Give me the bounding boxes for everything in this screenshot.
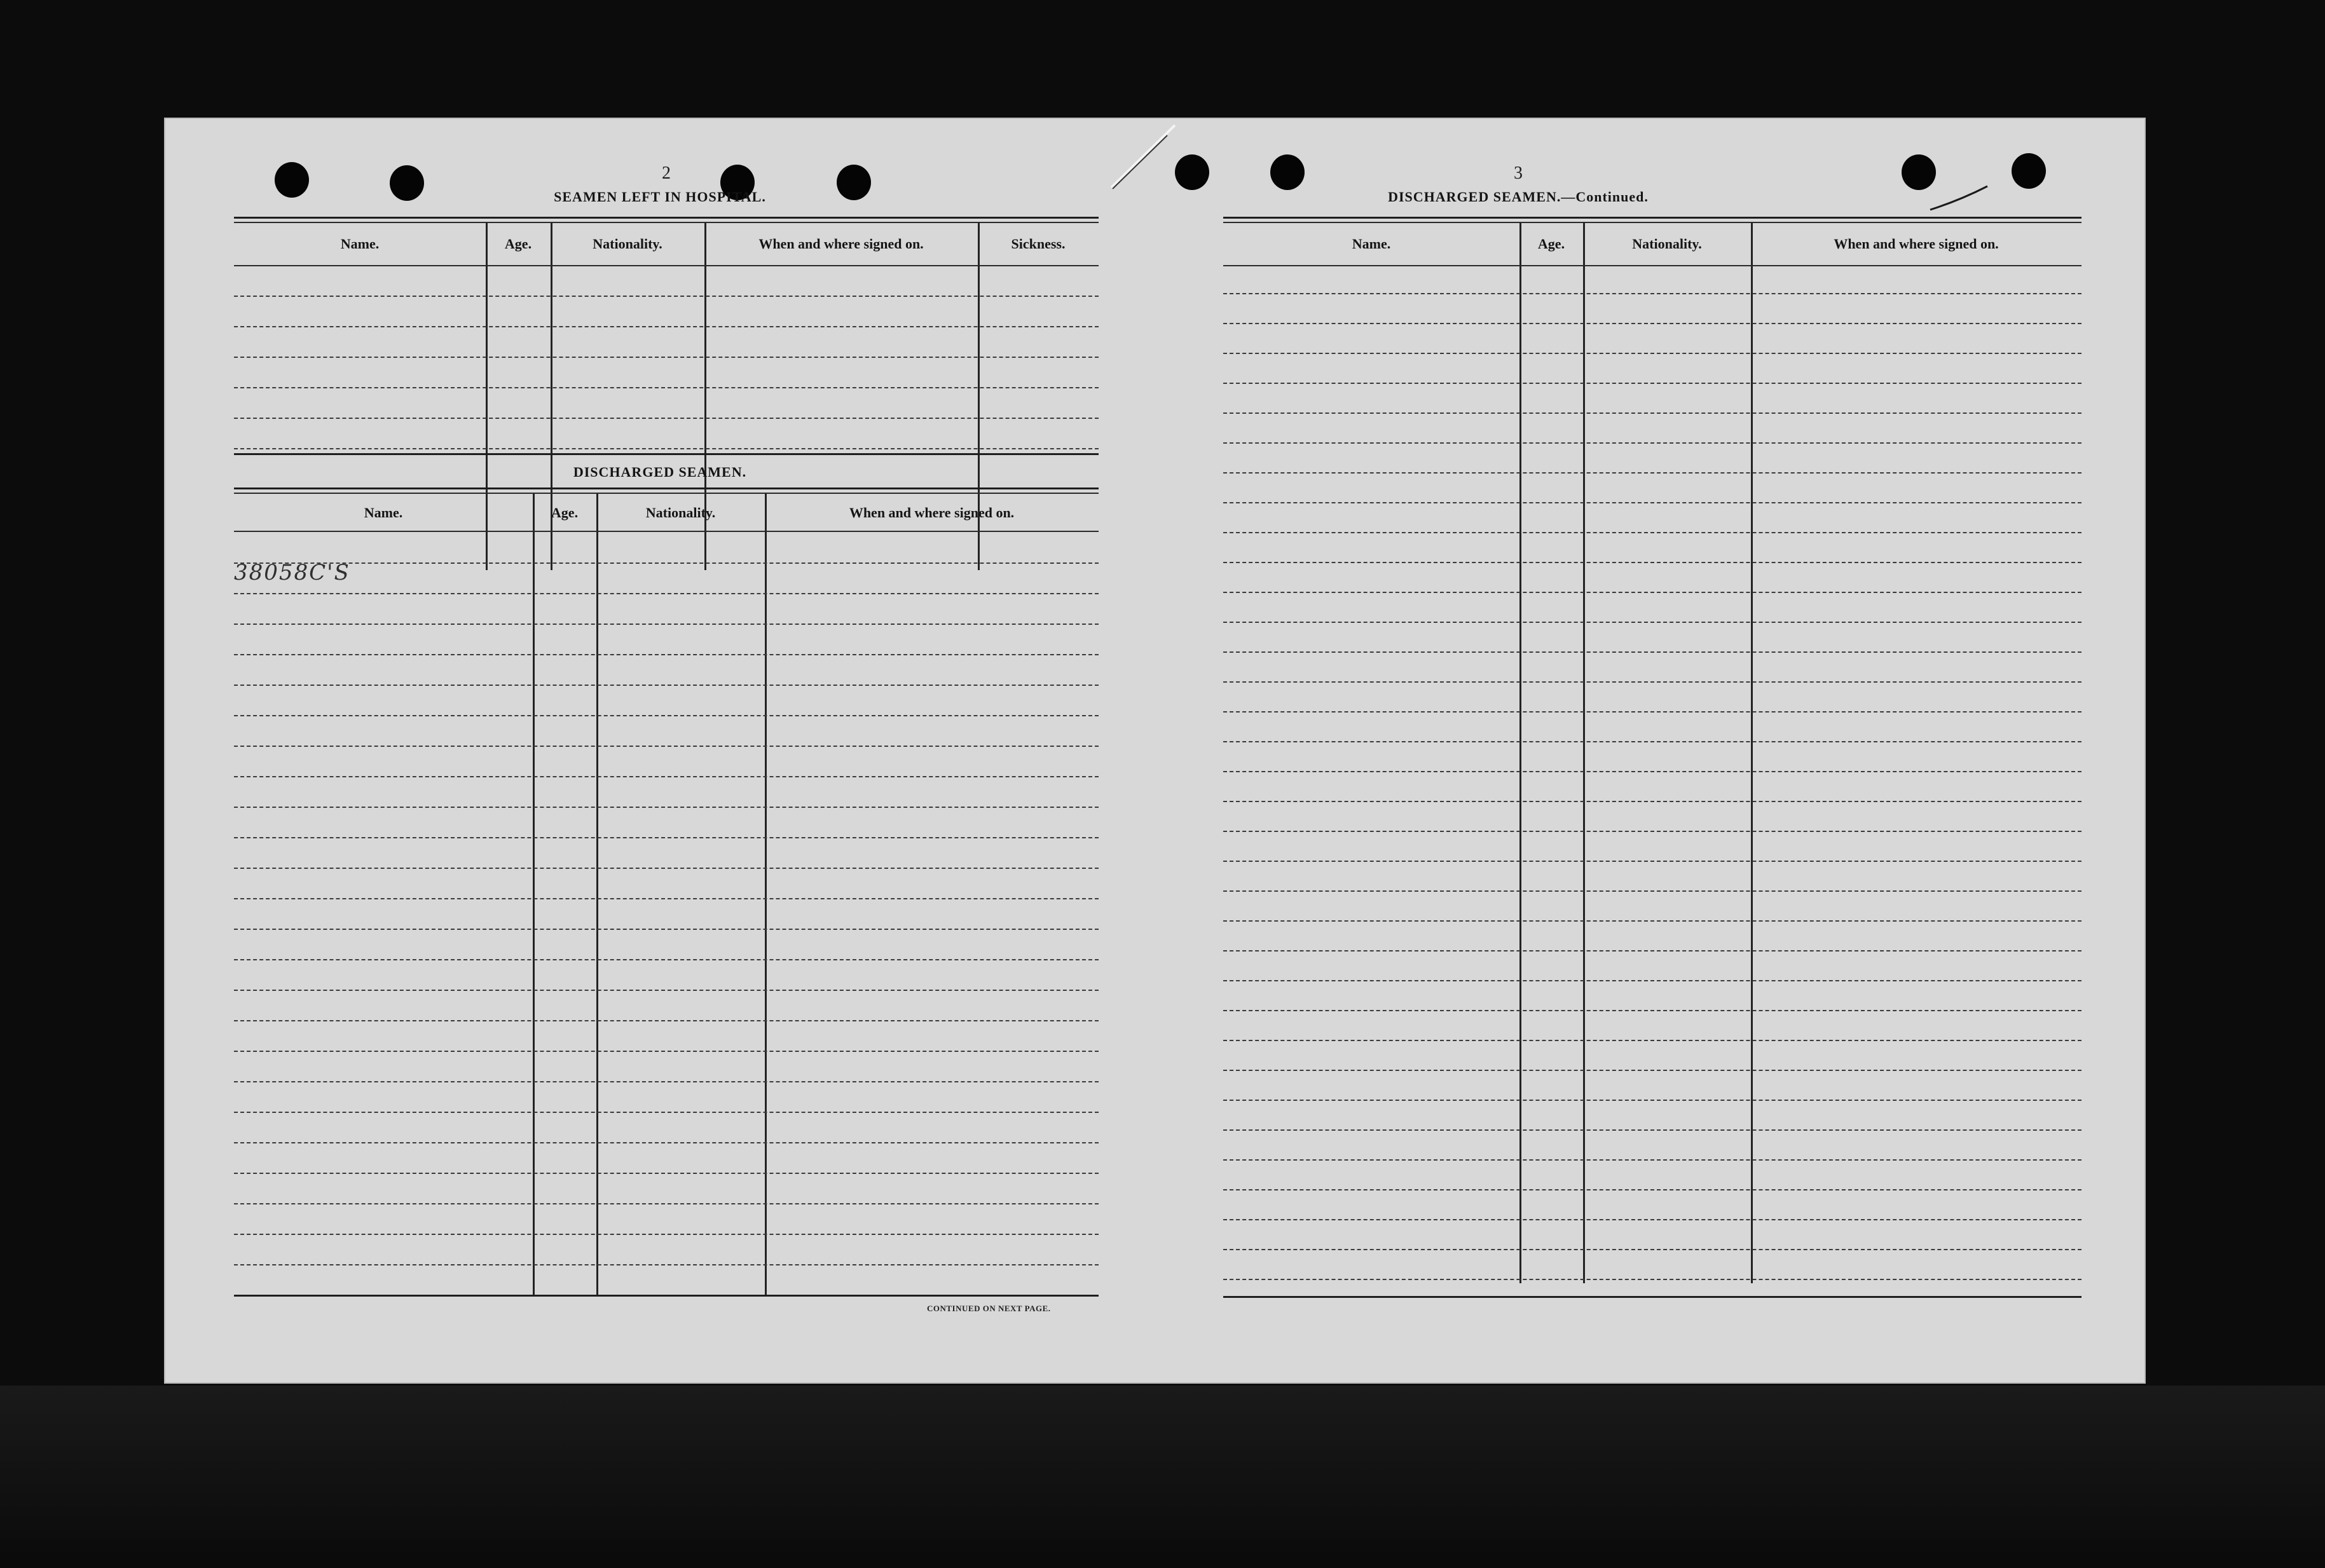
- ruled-row: [234, 624, 1099, 625]
- ruled-row: [1223, 442, 2082, 444]
- ruled-row: [234, 654, 1099, 655]
- ruled-row: [234, 357, 1099, 358]
- ruled-row: [1223, 1189, 2082, 1190]
- ruled-row: [234, 448, 1099, 449]
- ruled-row: [1223, 472, 2082, 474]
- rule: [234, 487, 1099, 489]
- handwritten-note: 38058C'S: [234, 560, 350, 585]
- column-rule: [533, 494, 535, 1296]
- ruled-row: [1223, 1010, 2082, 1011]
- ruled-row: [234, 898, 1099, 899]
- ruled-row: [1223, 592, 2082, 593]
- ruled-row: [1223, 1100, 2082, 1101]
- left-page: [164, 118, 1143, 1384]
- ruled-row: [1223, 651, 2082, 653]
- ruled-row: [1223, 383, 2082, 384]
- header-rule: [234, 531, 1099, 532]
- ruled-row: [234, 715, 1099, 716]
- ruled-row: [1223, 801, 2082, 802]
- page-number: 3: [1514, 163, 1523, 183]
- right-page: [1143, 118, 2146, 1384]
- ruled-row: [1223, 861, 2082, 862]
- ruled-row: [1223, 1219, 2082, 1220]
- column-header-age: Age.: [1537, 236, 1565, 252]
- pen-stroke: [1105, 118, 1194, 194]
- ruled-row: [234, 746, 1099, 747]
- punch-hole: [1270, 154, 1305, 190]
- ruled-row: [234, 1081, 1099, 1082]
- ruled-row: [1223, 502, 2082, 503]
- punch-hole: [390, 165, 424, 201]
- ruled-row: [1223, 741, 2082, 742]
- ruled-row: [1223, 890, 2082, 892]
- discharged-table: [234, 494, 1099, 1296]
- column-header-name: Name.: [364, 505, 403, 521]
- rule: [1223, 1296, 2082, 1298]
- ruled-row: [234, 807, 1099, 808]
- ruled-row: [1223, 532, 2082, 533]
- continued-note: CONTINUED ON NEXT PAGE.: [927, 1304, 1051, 1313]
- ruled-row: [234, 593, 1099, 594]
- hospital-section-title: SEAMEN LEFT IN HOSPITAL.: [554, 189, 766, 205]
- ledger-sheet: [164, 118, 2146, 1384]
- ruled-row: [234, 1051, 1099, 1052]
- ruled-row: [234, 685, 1099, 686]
- column-rule: [765, 494, 767, 1296]
- page-number: 2: [662, 163, 671, 183]
- rule: [234, 1295, 1099, 1297]
- ruled-row: [234, 562, 1099, 564]
- ruled-row: [1223, 980, 2082, 981]
- ruled-row: [1223, 681, 2082, 683]
- ruled-row: [234, 296, 1099, 297]
- ruled-row: [234, 837, 1099, 838]
- discharged-continued-table: [1223, 223, 2082, 1283]
- header-rule: [1223, 265, 2082, 266]
- ruled-row: [234, 990, 1099, 991]
- ruled-row: [1223, 771, 2082, 772]
- ruled-row: [1223, 1129, 2082, 1131]
- column-header-name: Name.: [340, 236, 380, 252]
- column-header-signed-on: When and where signed on.: [1834, 236, 1999, 252]
- ruled-row: [1223, 711, 2082, 712]
- ruled-row: [234, 1142, 1099, 1143]
- ruled-row: [234, 1112, 1099, 1113]
- ruled-row: [1223, 950, 2082, 951]
- ruled-row: [1223, 1249, 2082, 1250]
- ruled-row: [234, 1264, 1099, 1265]
- ruled-row: [234, 418, 1099, 419]
- column-header-nationality: Nationality.: [645, 505, 716, 521]
- ruled-row: [1223, 1070, 2082, 1071]
- ruled-row: [234, 326, 1099, 327]
- ruled-row: [1223, 562, 2082, 563]
- ruled-row: [1223, 293, 2082, 294]
- ruled-row: [1223, 353, 2082, 354]
- ruled-row: [1223, 323, 2082, 324]
- ruled-row: [1223, 622, 2082, 623]
- column-rule: [596, 494, 598, 1296]
- ruled-row: [1223, 920, 2082, 922]
- header-rule: [234, 265, 1099, 266]
- pen-stroke: [1925, 181, 2001, 219]
- column-header-signed-on: When and where signed on.: [758, 236, 924, 252]
- ruled-row: [234, 1173, 1099, 1174]
- film-border: [0, 1386, 2325, 1568]
- column-header-age: Age.: [504, 236, 532, 252]
- ruled-row: [234, 1234, 1099, 1235]
- column-header-signed-on: When and where signed on.: [849, 505, 1015, 521]
- ruled-row: [234, 959, 1099, 960]
- ruled-row: [1223, 412, 2082, 414]
- rule: [234, 217, 1099, 219]
- column-header-sickness: Sickness.: [1011, 236, 1066, 252]
- rule: [234, 453, 1099, 455]
- ruled-row: [234, 868, 1099, 869]
- ruled-row: [234, 929, 1099, 930]
- ruled-row: [1223, 831, 2082, 832]
- ruled-row: [234, 387, 1099, 388]
- punch-hole: [2012, 153, 2046, 189]
- discharged-section-title: DISCHARGED SEAMEN.: [573, 464, 747, 480]
- rule: [1223, 217, 2082, 219]
- ruled-row: [1223, 1279, 2082, 1280]
- ruled-row: [234, 776, 1099, 777]
- ruled-row: [1223, 1040, 2082, 1041]
- punch-hole: [837, 165, 871, 200]
- column-header-name: Name.: [1352, 236, 1391, 252]
- ruled-row: [234, 1203, 1099, 1204]
- punch-hole: [275, 162, 309, 198]
- ruled-row: [234, 1020, 1099, 1021]
- discharged-continued-title: DISCHARGED SEAMEN.—Continued.: [1388, 189, 1649, 205]
- ruled-row: [1223, 1159, 2082, 1161]
- column-header-nationality: Nationality.: [1632, 236, 1702, 252]
- column-header-age: Age.: [551, 505, 579, 521]
- column-header-nationality: Nationality.: [593, 236, 662, 252]
